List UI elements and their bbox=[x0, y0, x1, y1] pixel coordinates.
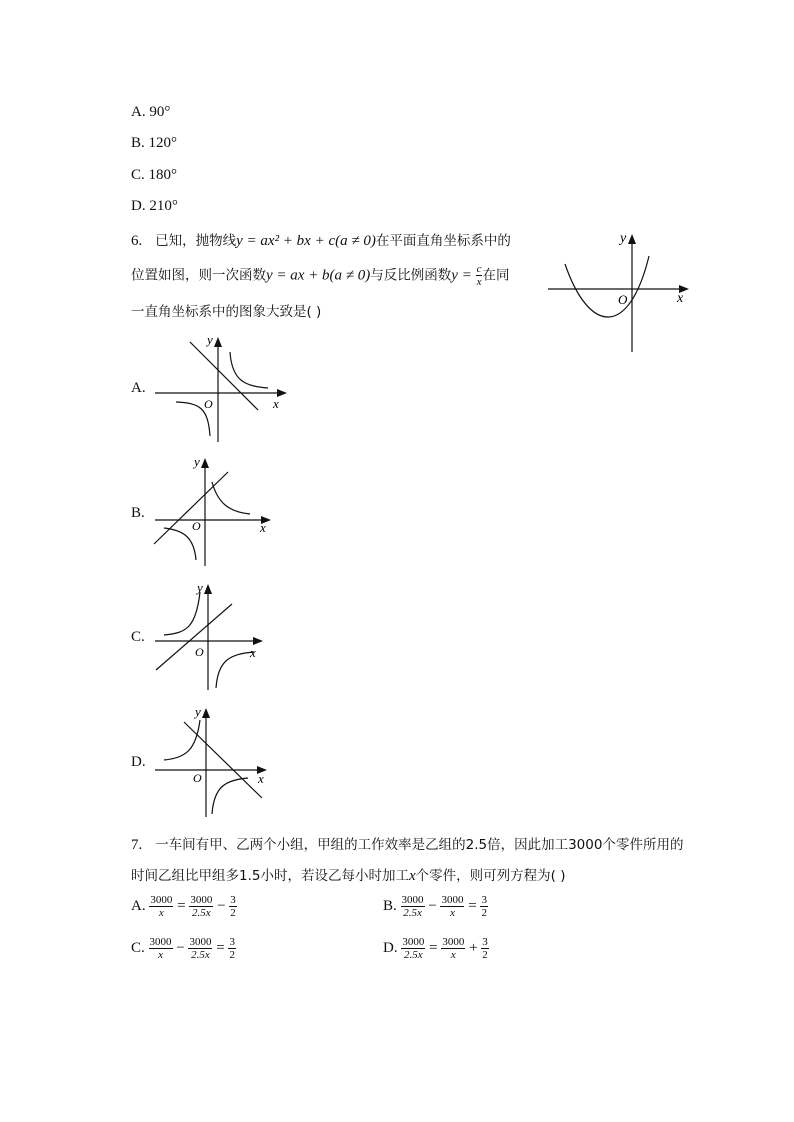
fraction-denominator: x bbox=[476, 276, 482, 288]
q6-text: 位置如图，则一次函数 bbox=[131, 267, 266, 284]
q5-option-d bbox=[131, 198, 178, 215]
operator: = bbox=[429, 939, 438, 956]
hyperbola-branch-1 bbox=[212, 482, 250, 514]
fraction bbox=[149, 936, 173, 961]
variable-x: x bbox=[408, 868, 416, 884]
q6-option-c-label: C. bbox=[131, 629, 145, 645]
numerator: 3000 bbox=[190, 894, 213, 906]
option-text: 210° bbox=[149, 198, 178, 214]
q6-text: 一直角坐标系中的图象大致是( ) bbox=[131, 304, 322, 320]
linear-equation: y = ax + b(a ≠ 0) bbox=[266, 267, 371, 284]
q6-option-d-graph bbox=[150, 702, 275, 820]
q7-line-2 bbox=[131, 864, 565, 885]
denominator: x bbox=[158, 907, 164, 919]
q6-option-b-graph bbox=[150, 452, 280, 570]
option-text: 120° bbox=[148, 135, 178, 151]
q5-option-b bbox=[131, 135, 177, 152]
option-label: D. bbox=[131, 198, 146, 214]
fraction bbox=[149, 894, 173, 919]
q6-line-1 bbox=[131, 229, 511, 250]
q6-line-3 bbox=[131, 300, 321, 320]
q7-option-d bbox=[383, 936, 489, 961]
inverse-equation: y = bbox=[451, 267, 476, 284]
denominator: 2 bbox=[482, 949, 488, 961]
denominator: 2 bbox=[481, 907, 487, 919]
hyperbola-branch-1 bbox=[230, 352, 268, 388]
question-number: 6. bbox=[131, 233, 143, 249]
option-text: 90° bbox=[149, 104, 171, 120]
option-label: B. bbox=[383, 897, 397, 914]
q7-option-b bbox=[383, 894, 488, 919]
numerator: 3000 bbox=[402, 936, 425, 948]
q6-option-d-label: D. bbox=[131, 754, 146, 770]
operator: + bbox=[469, 939, 478, 956]
y-axis-arrow bbox=[204, 584, 212, 594]
question-number: 7. bbox=[131, 837, 143, 853]
operator: = bbox=[177, 897, 186, 914]
parabola-equation: y = ax² + bx + c(a ≠ 0) bbox=[236, 233, 376, 249]
fraction bbox=[228, 936, 236, 961]
denominator: 2.5x bbox=[191, 907, 211, 919]
q5-option-c bbox=[131, 167, 177, 184]
numerator: 3 bbox=[481, 894, 487, 906]
denominator: 2 bbox=[229, 949, 235, 961]
numerator: 3 bbox=[229, 936, 235, 948]
y-axis-arrow bbox=[201, 458, 209, 468]
origin-label: O bbox=[204, 397, 213, 411]
q7-text: 一车间有甲、乙两个小组，甲组的工作效率是乙组的2.5倍，因此加工3000个零件所用的 bbox=[155, 837, 684, 853]
origin-label: O bbox=[193, 771, 202, 785]
hyperbola-branch-2 bbox=[216, 652, 254, 688]
line-graph bbox=[190, 342, 258, 410]
numerator: 3000 bbox=[401, 894, 424, 906]
fraction bbox=[401, 894, 425, 919]
y-axis-label: y bbox=[194, 454, 200, 469]
q7-line-1 bbox=[131, 833, 683, 854]
x-axis-label: x bbox=[677, 291, 684, 306]
q7-option-a bbox=[131, 894, 237, 919]
option-label: A. bbox=[131, 897, 146, 914]
fraction bbox=[440, 894, 464, 919]
numerator: 3000 bbox=[442, 936, 465, 948]
denominator: 2.5x bbox=[191, 949, 210, 961]
q6-text: 已知，抛物线 bbox=[155, 233, 237, 249]
origin-label: O bbox=[192, 519, 201, 533]
x-axis-label: x bbox=[258, 771, 264, 786]
fraction-numerator: c bbox=[476, 263, 482, 275]
q6-option-b-label: B. bbox=[131, 505, 145, 521]
operator: = bbox=[468, 897, 477, 914]
x-axis-label: x bbox=[273, 396, 279, 411]
origin-label: O bbox=[195, 645, 204, 659]
q6-option-a-label: A. bbox=[131, 380, 146, 396]
numerator: 3 bbox=[230, 894, 236, 906]
q7-text: 时间乙组比甲组多1.5小时，若设乙每小时加工 bbox=[131, 868, 409, 884]
numerator: 3 bbox=[482, 936, 488, 948]
hyperbola-branch-1 bbox=[164, 592, 200, 635]
denominator: 2.5x bbox=[404, 949, 423, 961]
x-axis-label: x bbox=[260, 520, 266, 535]
option-label: C. bbox=[131, 939, 145, 956]
numerator: 3000 bbox=[441, 894, 464, 906]
q6-text: 在同 bbox=[482, 267, 510, 284]
operator: − bbox=[428, 897, 437, 914]
y-axis-label: y bbox=[620, 231, 627, 246]
q6-option-a-graph bbox=[150, 330, 290, 445]
option-label: A. bbox=[131, 104, 146, 120]
q6-line-2 bbox=[131, 263, 509, 288]
hyperbola-branch-1 bbox=[164, 720, 200, 760]
y-axis-label: y bbox=[195, 704, 201, 719]
denominator: x bbox=[450, 949, 456, 961]
option-label: D. bbox=[383, 939, 398, 956]
fraction bbox=[480, 894, 488, 919]
operator: − bbox=[217, 897, 226, 914]
fraction bbox=[229, 894, 237, 919]
denominator: x bbox=[450, 907, 455, 919]
option-text: 180° bbox=[148, 167, 178, 183]
y-axis-arrow bbox=[202, 708, 210, 718]
denominator: x bbox=[158, 949, 163, 961]
fraction bbox=[441, 936, 465, 961]
operator: − bbox=[176, 939, 185, 956]
numerator: 3000 bbox=[189, 936, 212, 948]
y-axis-arrow bbox=[628, 234, 636, 244]
parabola-curve bbox=[565, 256, 649, 317]
numerator: 3000 bbox=[150, 894, 173, 906]
origin-label: O bbox=[618, 292, 628, 307]
line-graph bbox=[154, 472, 228, 544]
fraction bbox=[189, 894, 213, 919]
x-axis-arrow bbox=[253, 637, 263, 645]
option-label: C. bbox=[131, 167, 145, 183]
x-axis-label: x bbox=[250, 645, 256, 660]
fraction bbox=[481, 936, 489, 961]
y-axis-label: y bbox=[207, 332, 213, 347]
fraction bbox=[401, 936, 425, 961]
parabola-figure bbox=[545, 228, 695, 356]
denominator: 2.5x bbox=[403, 907, 422, 919]
q6-option-c-graph bbox=[150, 578, 275, 693]
q6-text: 在平面直角坐标系中的 bbox=[375, 233, 511, 249]
y-axis-label: y bbox=[197, 580, 203, 595]
q6-text: 与反比例函数 bbox=[370, 267, 452, 284]
numerator: 3000 bbox=[149, 936, 172, 948]
q7-option-c bbox=[131, 936, 236, 961]
fraction bbox=[188, 936, 212, 961]
q5-option-a bbox=[131, 104, 170, 121]
hyperbola-branch-2 bbox=[212, 778, 248, 814]
y-axis-arrow bbox=[214, 337, 222, 347]
line-graph bbox=[156, 604, 232, 670]
operator: = bbox=[216, 939, 225, 956]
option-label: B. bbox=[131, 135, 145, 151]
q7-text: 个零件，则可列方程为( ) bbox=[415, 868, 566, 884]
denominator: 2 bbox=[230, 907, 236, 919]
